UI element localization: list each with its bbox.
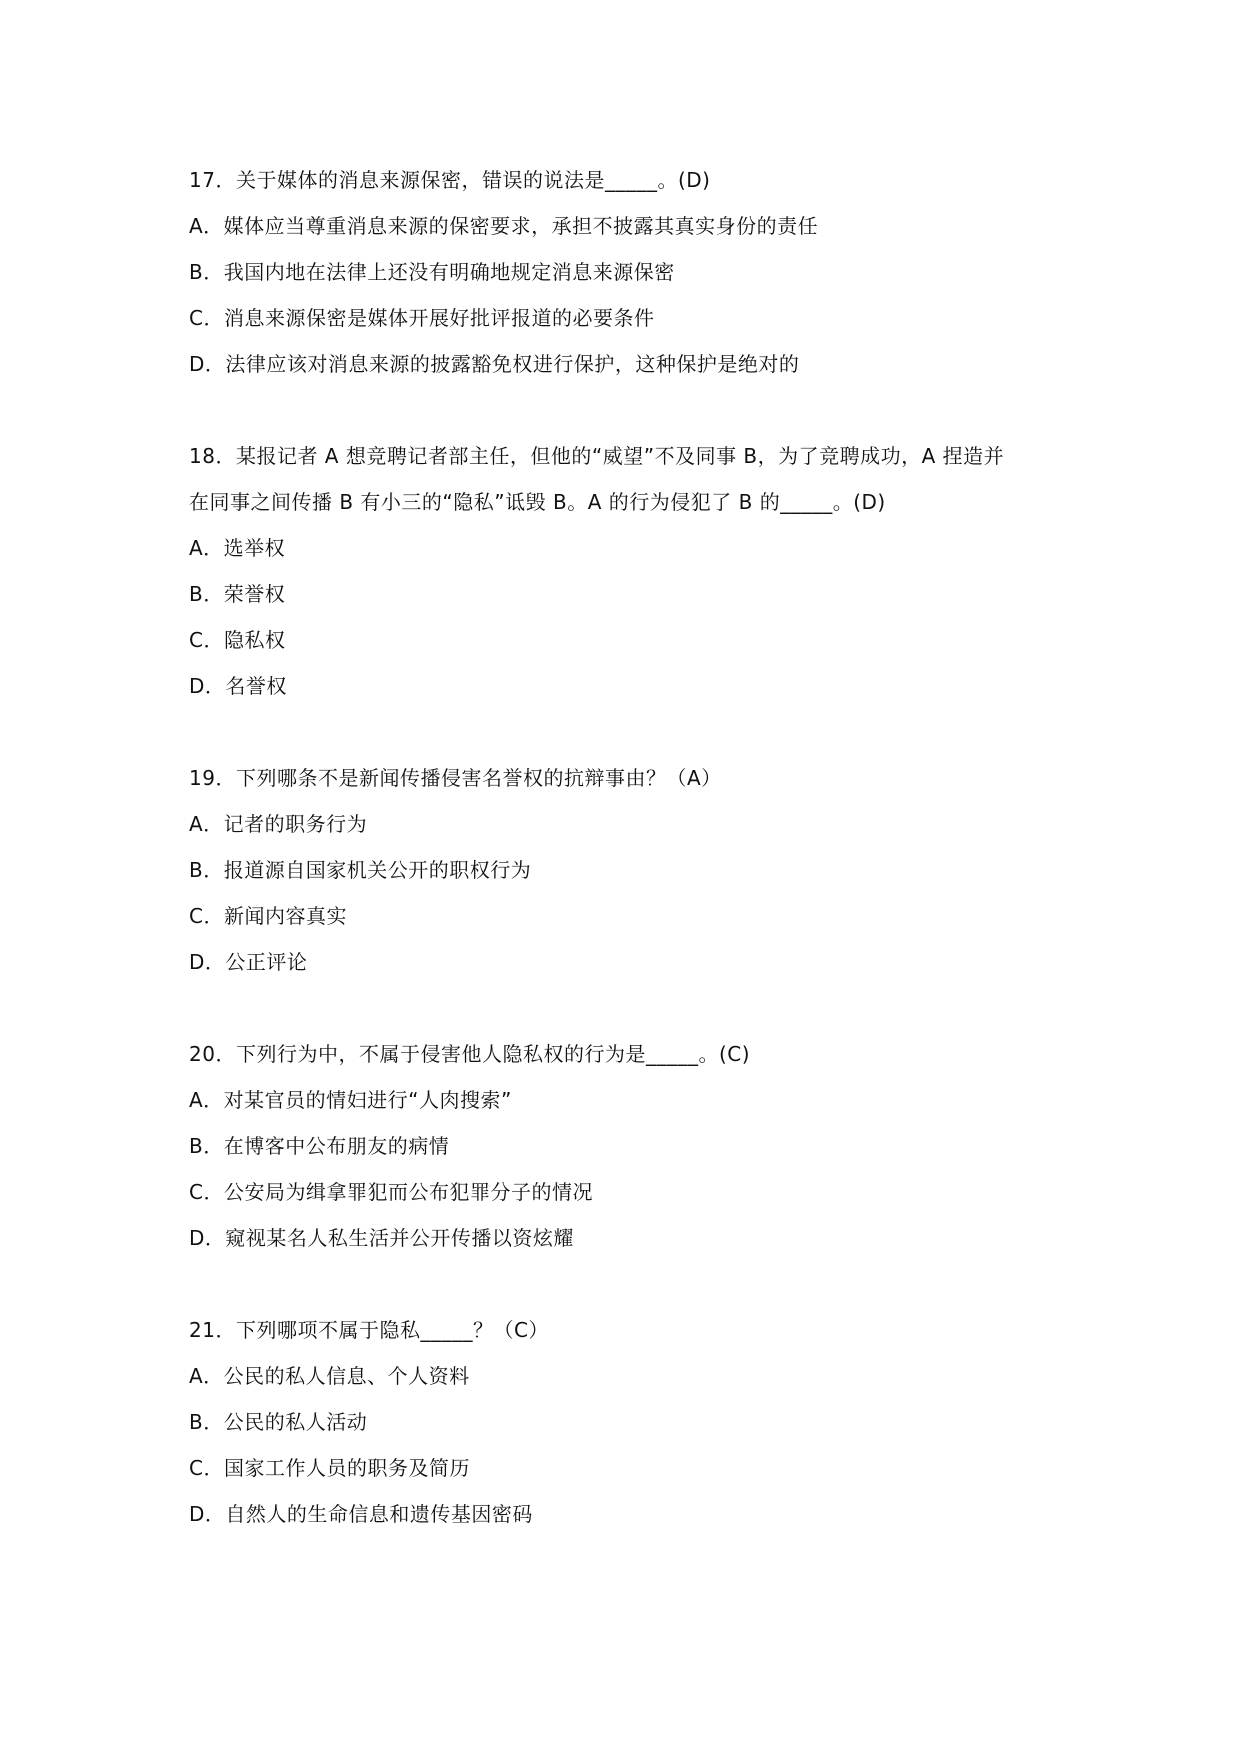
question-17-option-a: A．媒体应当尊重消息来源的保密要求，承担不披露其真实身份的责任 (189, 214, 819, 238)
question-21-option-c: C．国家工作人员的职务及简历 (189, 1456, 470, 1480)
question-19-text: 19．下列哪条不是新闻传播侵害名誉权的抗辩事由？（A） (189, 766, 722, 790)
question-19-option-d: D．公正评论 (189, 950, 308, 974)
question-17-text: 17．关于媒体的消息来源保密，错误的说法是_____。(D) (189, 168, 711, 192)
question-19-option-a: A．记者的职务行为 (189, 812, 368, 836)
question-18-text-line-2: 在同事之间传播 B 有小三的“隐私”诋毁 B。A 的行为侵犯了 B 的_____。(D) (189, 490, 886, 514)
question-17-option-c: C．消息来源保密是媒体开展好批评报道的必要条件 (189, 306, 655, 330)
question-20-text: 20．下列行为中，不属于侵害他人隐私权的行为是_____。(C) (189, 1042, 751, 1066)
question-18-option-d: D．名誉权 (189, 674, 287, 698)
question-20-option-b: B．在博客中公布朋友的病情 (189, 1134, 450, 1158)
question-21-option-a: A．公民的私人信息、个人资料 (189, 1364, 470, 1388)
question-17-option-b: B．我国内地在法律上还没有明确地规定消息来源保密 (189, 260, 675, 284)
question-21-option-d: D．自然人的生命信息和遗传基因密码 (189, 1502, 533, 1526)
question-17-option-d: D．法律应该对消息来源的披露豁免权进行保护，这种保护是绝对的 (189, 352, 800, 376)
question-19-option-c: C．新闻内容真实 (189, 904, 347, 928)
question-19-option-b: B．报道源自国家机关公开的职权行为 (189, 858, 532, 882)
question-18-text-line-1: 18．某报记者 A 想竞聘记者部主任，但他的“威望”不及同事 B，为了竞聘成功，A 捏造并 (189, 444, 1005, 468)
question-21-text: 21．下列哪项不属于隐私_____？（C） (189, 1318, 549, 1342)
question-18-option-a: A．选举权 (189, 536, 286, 560)
question-20-option-c: C．公安局为缉拿罪犯而公布犯罪分子的情况 (189, 1180, 593, 1204)
question-20-option-d: D．窥视某名人私生活并公开传播以资炫耀 (189, 1226, 574, 1250)
question-20-option-a: A．对某官员的情妇进行“人肉搜索” (189, 1088, 512, 1112)
question-18-option-b: B．荣誉权 (189, 582, 286, 606)
question-21-option-b: B．公民的私人活动 (189, 1410, 368, 1434)
question-18-option-c: C．隐私权 (189, 628, 286, 652)
